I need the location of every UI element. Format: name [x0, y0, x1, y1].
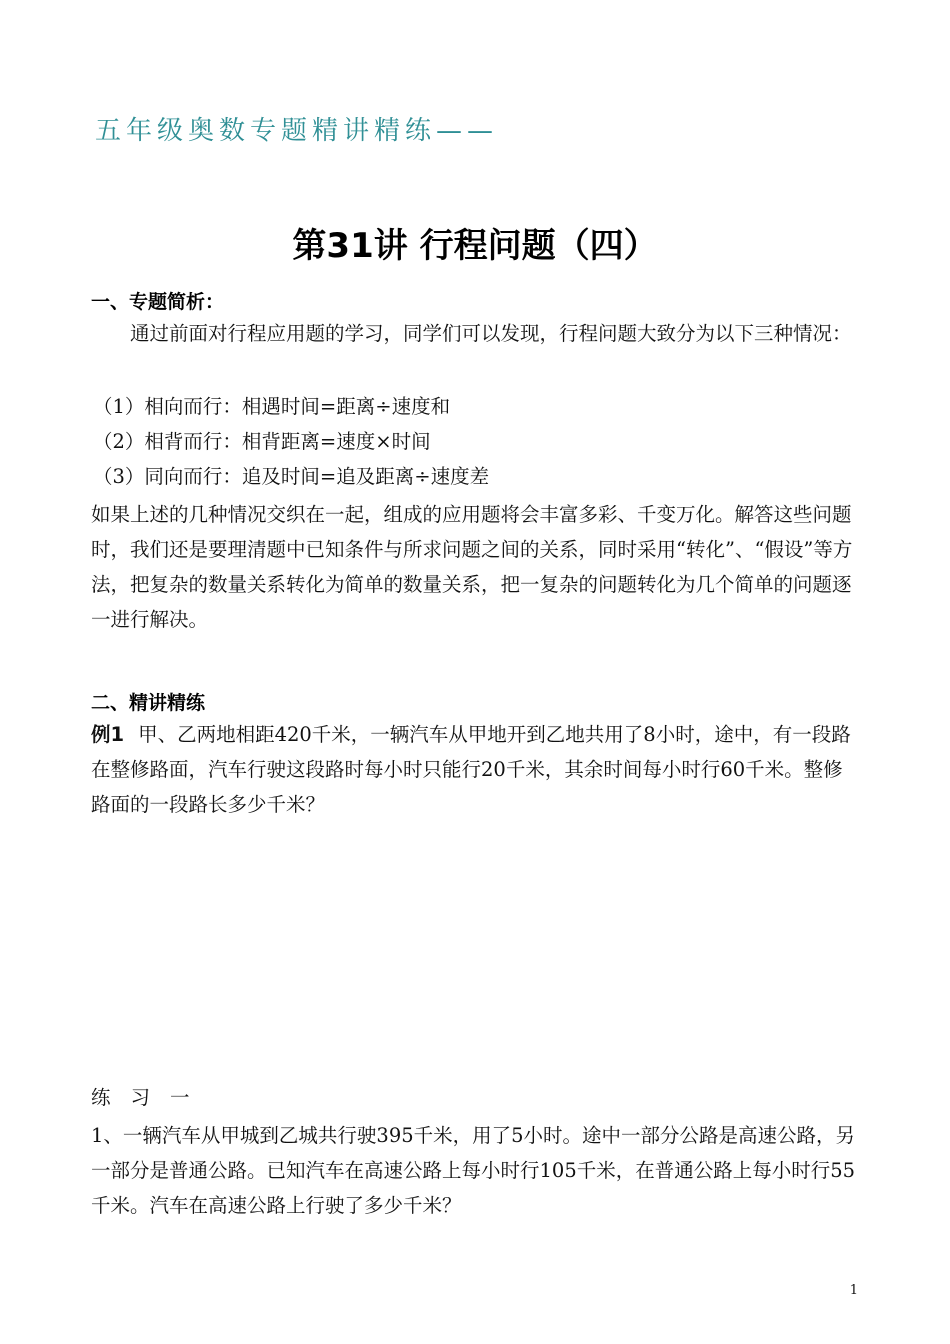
practice-problem-1: 1、一辆汽车从甲城到乙城共行驶395千米，用了5小时。途中一部分公路是高速公路，另一部分是普通公路。已知汽车在高速公路上每小时行105千米，在普通公路上每小时行55千米。汽车在高速公路上行驶了多少千米？ — [91, 1124, 856, 1217]
case-item-2: （2）相背而行：相背距离=速度×时间 — [93, 430, 431, 453]
case-item-1: （1）相向而行：相遇时间=距离÷速度和 — [93, 395, 451, 418]
page-number: 1 — [849, 1283, 858, 1298]
example-1 — [91, 717, 861, 822]
case-item-3: （3）同向而行：追及时间=追及距离÷速度差 — [93, 465, 490, 488]
example-text: 甲、乙两地相距420千米，一辆汽车从甲地开到乙地共用了8小时，途中，有一段路在整修路面，汽车行驶这段路时每小时只能行20千米，其余时间每小时行60千米。整修路面的一段路长多少千米？ — [91, 723, 851, 816]
lecture-title: 第31讲 行程问题（四） — [292, 226, 658, 266]
section-heading-practice: 二、精讲精练 — [91, 692, 206, 714]
section-heading-analysis: 一、专题简析： — [91, 291, 225, 313]
example-label: 例1 — [91, 723, 125, 746]
section-intro-paragraph: 通过前面对行程应用题的学习，同学们可以发现，行程问题大致分为以下三种情况： — [130, 322, 852, 345]
practice-heading: 练习一 — [91, 1086, 210, 1109]
section-conclusion-paragraph: 如果上述的几种情况交织在一起，组成的应用题将会丰富多彩、千变万化。解答这些问题时，我们还是要理清题中已知条件与所求问题之间的关系，同时采用“转化”、“假设”等方法，把复杂的数量关系转化为简单的数量关系，把一复杂的问题转化为几个简单的问题逐一进行解决。 — [91, 503, 853, 631]
series-title: 五年级奥数专题精讲精练—— — [95, 116, 499, 146]
